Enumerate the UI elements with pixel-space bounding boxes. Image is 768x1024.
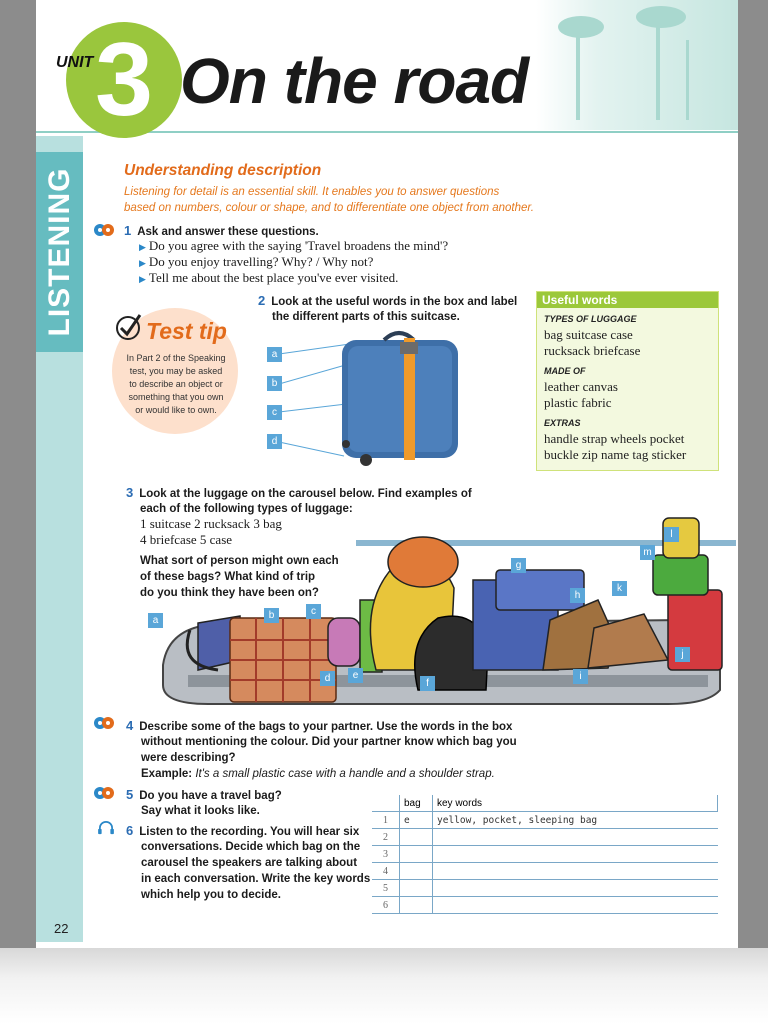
ex3-instruction-line1: 3 Look at the luggage on the carousel below. Find examples of bbox=[126, 485, 472, 500]
useful-words-group-heading: EXTRAS bbox=[544, 418, 581, 428]
ex4-line2: without mentioning the colour. Did your partner know which bag you bbox=[141, 736, 517, 748]
section-heading: Understanding description bbox=[124, 162, 322, 179]
bag-cell[interactable] bbox=[400, 846, 433, 863]
ex3-types-line1: 1 suitcase 2 rucksack 3 bag bbox=[140, 516, 282, 531]
useful-words-group-heading: MADE OF bbox=[544, 366, 586, 376]
pair-work-icon bbox=[94, 716, 114, 730]
carousel-label-e: e bbox=[348, 668, 363, 683]
section-side-label: LISTENING bbox=[36, 152, 83, 352]
carousel-label-l: l bbox=[664, 527, 679, 542]
table-header-key-words: key words bbox=[433, 795, 718, 812]
key-words-cell[interactable] bbox=[433, 846, 718, 863]
carousel-label-f: f bbox=[420, 676, 435, 691]
bag-cell[interactable] bbox=[400, 897, 433, 914]
row-number: 3 bbox=[372, 846, 400, 863]
unit-label: UNIT bbox=[56, 54, 94, 71]
pair-work-icon bbox=[94, 223, 114, 237]
ex2-instruction-line1: 2 Look at the useful words in the box and label bbox=[258, 293, 518, 308]
carousel-label-a: a bbox=[148, 613, 163, 628]
carousel-label-j: j bbox=[675, 647, 690, 662]
row-number: 5 bbox=[372, 880, 400, 897]
bag-cell[interactable]: e bbox=[400, 812, 433, 829]
header-photo bbox=[536, 0, 738, 130]
useful-words-box bbox=[536, 291, 719, 471]
answer-table bbox=[372, 795, 718, 914]
table-header-bag: bag bbox=[400, 795, 433, 812]
table-header-row bbox=[372, 795, 718, 812]
useful-words-line: handle strap wheels pocket bbox=[544, 431, 685, 446]
useful-words-title: Useful words bbox=[537, 292, 718, 308]
carousel-label-k: k bbox=[612, 581, 627, 596]
key-words-cell[interactable] bbox=[433, 897, 718, 914]
suitcase-label-a: a bbox=[267, 347, 282, 362]
carousel-label-i: i bbox=[573, 669, 588, 684]
key-words-cell[interactable] bbox=[433, 829, 718, 846]
useful-words-line: rucksack briefcase bbox=[544, 343, 641, 358]
carousel-label-d: d bbox=[320, 671, 335, 686]
table-row bbox=[372, 829, 718, 846]
unit-title: On the road bbox=[180, 45, 529, 117]
ex5-line2: Say what it looks like. bbox=[141, 805, 260, 817]
row-number: 6 bbox=[372, 897, 400, 914]
bag-cell[interactable] bbox=[400, 829, 433, 846]
ex3-question-line3: do you think they have been on? bbox=[140, 587, 319, 599]
ex6-line5: which help you to decide. bbox=[141, 889, 281, 901]
table-row bbox=[372, 863, 718, 880]
test-tip-text: In Part 2 of the Speaking test, you may be asked to describe an object or something that you own or would like to own. bbox=[126, 353, 226, 415]
page-number: 22 bbox=[54, 921, 69, 936]
suitcase-illustration bbox=[264, 328, 464, 470]
row-number: 4 bbox=[372, 863, 400, 880]
useful-words-line: plastic fabric bbox=[544, 395, 612, 410]
ex4-line3: were describing? bbox=[141, 752, 236, 764]
bag-cell[interactable] bbox=[400, 863, 433, 880]
table-row bbox=[372, 897, 718, 914]
row-number: 2 bbox=[372, 829, 400, 846]
unit-number-badge: 3 bbox=[66, 22, 182, 138]
suitcase-label-d: d bbox=[267, 434, 282, 449]
ex3-question-line2: of these bags? What kind of trip bbox=[140, 571, 316, 583]
useful-words-line: buckle zip name tag sticker bbox=[544, 447, 687, 462]
ex6-line2: conversations. Decide which bag on the bbox=[141, 841, 361, 853]
ex6-line4: in each conversation. Write the key words bbox=[141, 873, 371, 885]
useful-words-line: bag suitcase case bbox=[544, 327, 633, 342]
section-intro-line2: based on numbers, colour or shape, and to differentiate one object from another. bbox=[124, 202, 534, 214]
carousel-label-b: b bbox=[264, 608, 279, 623]
carousel-label-h: h bbox=[570, 588, 585, 603]
suitcase-label-b: b bbox=[267, 376, 282, 391]
ex1-question: ▶ Do you agree with the saying 'Travel broadens the mind'? bbox=[139, 238, 449, 253]
ex6-line3: carousel the speakers are talking about bbox=[141, 857, 358, 869]
ex1-question: ▶ Tell me about the best place you've ever visited. bbox=[139, 270, 399, 285]
bag-cell[interactable] bbox=[400, 880, 433, 897]
scan-footer bbox=[0, 948, 768, 1024]
ex3-instruction-line2: each of the following types of luggage: bbox=[140, 503, 353, 515]
ex5-line1: 5 Do you have a travel bag? bbox=[126, 787, 282, 802]
ex2-instruction-line2: the different parts of this suitcase. bbox=[272, 311, 460, 323]
table-row bbox=[372, 812, 718, 829]
ex3-types-line2: 4 briefcase 5 case bbox=[140, 532, 233, 547]
row-number: 1 bbox=[372, 812, 400, 829]
table-row bbox=[372, 880, 718, 897]
ex3-question-line1: What sort of person might own each bbox=[140, 555, 339, 567]
ex6-line1: 6 Listen to the recording. You will hear six bbox=[126, 823, 360, 838]
ex4-line1: 4 Describe some of the bags to your partner. Use the words in the box bbox=[126, 718, 513, 733]
carousel-label-m: m bbox=[640, 545, 655, 560]
ex1-question: ▶ Do you enjoy travelling? Why? / Why not? bbox=[139, 254, 374, 269]
pair-work-icon bbox=[94, 786, 114, 800]
section-intro-line1: Listening for detail is an essential skill. It enables you to answer questions bbox=[124, 186, 500, 198]
textbook-page bbox=[36, 0, 738, 948]
ex1-instruction: 1 Ask and answer these questions. bbox=[124, 223, 319, 238]
headphones-icon bbox=[96, 821, 116, 835]
carousel-label-g: g bbox=[511, 558, 526, 573]
check-icon bbox=[114, 312, 144, 342]
test-tip-title: Test tip bbox=[146, 318, 227, 344]
key-words-cell[interactable]: yellow, pocket, sleeping bag bbox=[433, 812, 718, 829]
key-words-cell[interactable] bbox=[433, 880, 718, 897]
luggage-carousel-illustration bbox=[148, 490, 738, 715]
useful-words-line: leather canvas bbox=[544, 379, 618, 394]
ex4-example: Example: It's a small plastic case with a handle and a shoulder strap. bbox=[141, 768, 495, 780]
suitcase-label-c: c bbox=[267, 405, 282, 420]
carousel-label-c: c bbox=[306, 604, 321, 619]
useful-words-group-heading: TYPES OF LUGGAGE bbox=[544, 314, 637, 324]
table-row bbox=[372, 846, 718, 863]
key-words-cell[interactable] bbox=[433, 863, 718, 880]
